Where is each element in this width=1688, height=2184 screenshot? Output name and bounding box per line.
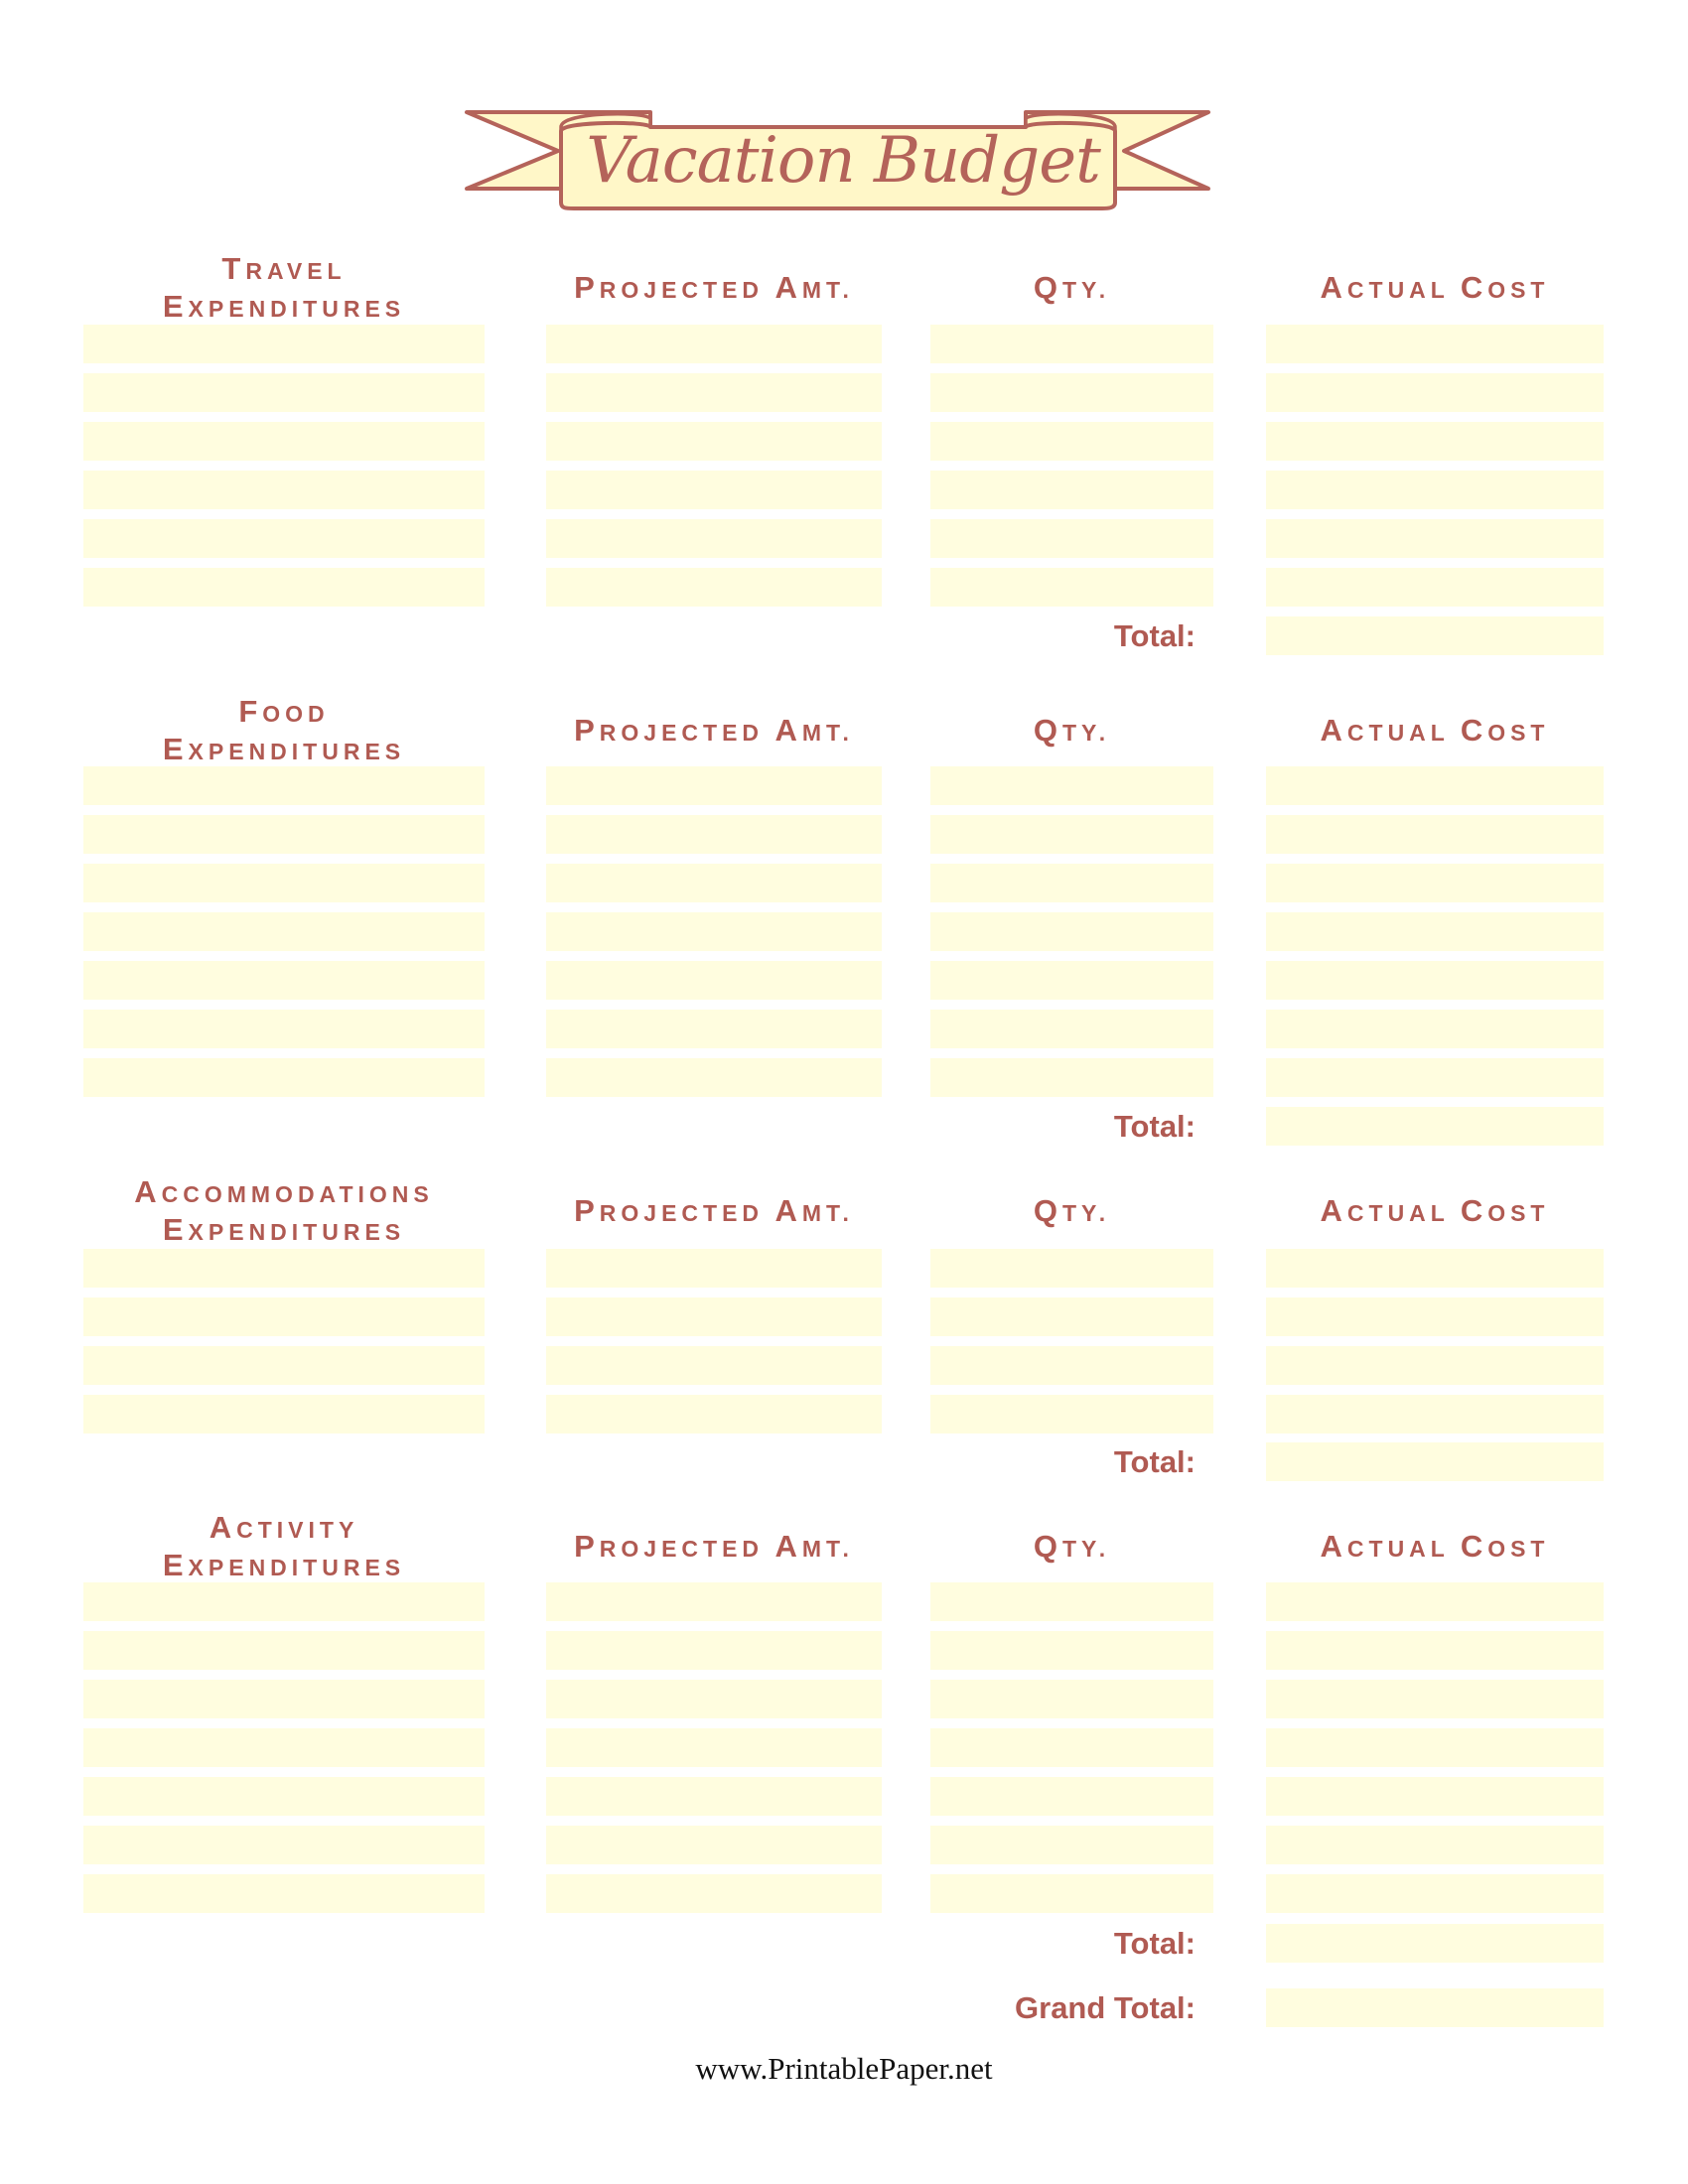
section-label-word-rest: XPENDITURES: [188, 296, 406, 322]
section-label-line1: [83, 693, 485, 731]
section-label-word-rest: XPENDITURES: [188, 1219, 406, 1245]
column-header-word-initial: A: [1320, 270, 1347, 305]
grand-total-field[interactable]: [1266, 1988, 1604, 2027]
accommodations-qty-field[interactable]: [930, 1297, 1213, 1336]
food-actual-field[interactable]: [1266, 912, 1604, 951]
travel-projected-field[interactable]: [546, 471, 882, 509]
column-header-word-rest: TY.: [1061, 720, 1111, 746]
accommodations-total-field[interactable]: [1266, 1442, 1604, 1481]
food-total-label: Total:: [1113, 1109, 1196, 1144]
travel-actual-field[interactable]: [1266, 471, 1604, 509]
travel-qty-field[interactable]: [930, 422, 1213, 461]
activity-actual-field[interactable]: [1266, 1874, 1604, 1913]
column-header-word-initial: Q: [1033, 1193, 1062, 1228]
column-header-word-rest: CTUAL: [1346, 1200, 1461, 1226]
grand-total-label: Grand Total:: [1015, 1990, 1196, 2025]
activity-total-label: Total:: [1113, 1926, 1196, 1961]
section-label-word-rest: OOD: [262, 701, 330, 727]
column-header-word-rest: MT.: [801, 277, 854, 303]
food-actual-field[interactable]: [1266, 815, 1604, 854]
food-qty-field[interactable]: [930, 1010, 1213, 1048]
section-label-word-initial: F: [238, 694, 263, 729]
section-label-line1: [83, 250, 485, 288]
food-actual-field[interactable]: [1266, 1010, 1604, 1048]
food-actual-field[interactable]: [1266, 864, 1604, 902]
travel-qty-field[interactable]: [930, 471, 1213, 509]
column-header-word-rest: CTUAL: [1346, 277, 1461, 303]
activity-projected-field[interactable]: [546, 1777, 882, 1816]
activity-item-field[interactable]: [83, 1777, 485, 1816]
column-header-word-initial: A: [774, 1529, 802, 1564]
section-label-line1: [83, 1173, 485, 1211]
column-header-word-initial: A: [1320, 713, 1347, 748]
accommodations-actual-field[interactable]: [1266, 1249, 1604, 1288]
column-header-word-initial: C: [1460, 713, 1488, 748]
activity-qty-field[interactable]: [930, 1728, 1213, 1767]
section-label-food: [83, 693, 485, 768]
activity-item-field[interactable]: [83, 1874, 485, 1913]
section-label-line2: [83, 288, 485, 326]
section-label-line2: [83, 731, 485, 768]
page-title: Vacation Budget: [586, 124, 1100, 198]
travel-qty-field[interactable]: [930, 568, 1213, 607]
food-qty-field[interactable]: [930, 864, 1213, 902]
section-label-word-rest: XPENDITURES: [188, 739, 406, 764]
travel-qty-field[interactable]: [930, 519, 1213, 558]
food-qty-field[interactable]: [930, 1058, 1213, 1097]
section-label-line1: [83, 1509, 485, 1547]
column-header-word-rest: OST: [1487, 1536, 1550, 1562]
column-header-projected: [546, 1191, 882, 1231]
column-header-word-initial: Q: [1033, 1529, 1062, 1564]
travel-projected-field[interactable]: [546, 325, 882, 363]
section-label-line2: [83, 1211, 485, 1249]
travel-qty-field[interactable]: [930, 373, 1213, 412]
column-header-projected: [546, 268, 882, 308]
activity-item-field[interactable]: [83, 1680, 485, 1718]
activity-item-field[interactable]: [83, 1582, 485, 1621]
column-header-word-initial: A: [1320, 1193, 1347, 1228]
section-label-word-rest: CCOMMODATIONS: [161, 1181, 434, 1207]
activity-projected-field[interactable]: [546, 1680, 882, 1718]
column-header-word-initial: P: [574, 1529, 600, 1564]
column-header-word-initial: Q: [1033, 713, 1062, 748]
column-header-word-rest: CTUAL: [1346, 1536, 1461, 1562]
accommodations-qty-field[interactable]: [930, 1249, 1213, 1288]
activity-item-field[interactable]: [83, 1826, 485, 1864]
column-header-word-initial: A: [774, 713, 802, 748]
section-label-word-rest: XPENDITURES: [188, 1555, 406, 1580]
column-header-word-rest: CTUAL: [1346, 720, 1461, 746]
activity-projected-field[interactable]: [546, 1582, 882, 1621]
column-header-qty: [930, 711, 1213, 751]
food-projected-field[interactable]: [546, 912, 882, 951]
accommodations-projected-field[interactable]: [546, 1395, 882, 1433]
column-header-qty: [930, 1191, 1213, 1231]
column-header-word-rest: ROJECTED: [599, 1536, 775, 1562]
accommodations-total-label: Total:: [1113, 1444, 1196, 1479]
travel-actual-field[interactable]: [1266, 325, 1604, 363]
activity-projected-field[interactable]: [546, 1631, 882, 1670]
activity-actual-field[interactable]: [1266, 1826, 1604, 1864]
column-header-projected: [546, 1527, 882, 1567]
accommodations-item-field[interactable]: [83, 1297, 485, 1336]
column-header-word-initial: C: [1460, 1529, 1488, 1564]
column-header-word-initial: P: [574, 713, 600, 748]
travel-item-field[interactable]: [83, 325, 485, 363]
food-qty-field[interactable]: [930, 912, 1213, 951]
activity-qty-field[interactable]: [930, 1680, 1213, 1718]
column-header-word-initial: A: [774, 1193, 802, 1228]
activity-qty-field[interactable]: [930, 1874, 1213, 1913]
food-item-field[interactable]: [83, 1010, 485, 1048]
food-projected-field[interactable]: [546, 864, 882, 902]
column-header-word-rest: ROJECTED: [599, 720, 775, 746]
accommodations-actual-field[interactable]: [1266, 1297, 1604, 1336]
column-header-word-rest: MT.: [801, 720, 854, 746]
accommodations-item-field[interactable]: [83, 1346, 485, 1385]
column-header-word-rest: TY.: [1061, 1536, 1111, 1562]
food-item-field[interactable]: [83, 864, 485, 902]
food-projected-field[interactable]: [546, 961, 882, 1000]
travel-item-field[interactable]: [83, 519, 485, 558]
accommodations-actual-field[interactable]: [1266, 1346, 1604, 1385]
travel-actual-field[interactable]: [1266, 519, 1604, 558]
travel-item-field[interactable]: [83, 373, 485, 412]
travel-total-label: Total:: [1113, 618, 1196, 653]
activity-actual-field[interactable]: [1266, 1582, 1604, 1621]
food-actual-field[interactable]: [1266, 766, 1604, 805]
column-header-word-initial: P: [574, 1193, 600, 1228]
column-header-qty: [930, 268, 1213, 308]
section-label-word-initial: E: [162, 1548, 189, 1582]
travel-projected-field[interactable]: [546, 519, 882, 558]
travel-actual-field[interactable]: [1266, 373, 1604, 412]
food-qty-field[interactable]: [930, 961, 1213, 1000]
activity-actual-field[interactable]: [1266, 1680, 1604, 1718]
section-label-word-initial: A: [209, 1510, 237, 1545]
section-label-travel: [83, 250, 485, 326]
column-header-word-rest: TY.: [1061, 1200, 1111, 1226]
column-header-projected: [546, 711, 882, 751]
activity-item-field[interactable]: [83, 1631, 485, 1670]
section-label-accommodations: [83, 1173, 485, 1249]
activity-projected-field[interactable]: [546, 1826, 882, 1864]
activity-qty-field[interactable]: [930, 1826, 1213, 1864]
food-projected-field[interactable]: [546, 766, 882, 805]
column-header-actual: [1266, 1191, 1604, 1231]
food-qty-field[interactable]: [930, 766, 1213, 805]
travel-total-field[interactable]: [1266, 616, 1604, 655]
section-label-word-rest: CTIVITY: [236, 1517, 359, 1543]
food-item-field[interactable]: [83, 961, 485, 1000]
travel-projected-field[interactable]: [546, 422, 882, 461]
accommodations-qty-field[interactable]: [930, 1346, 1213, 1385]
column-header-word-rest: TY.: [1061, 277, 1111, 303]
activity-actual-field[interactable]: [1266, 1728, 1604, 1767]
column-header-qty: [930, 1527, 1213, 1567]
food-projected-field[interactable]: [546, 1010, 882, 1048]
column-header-actual: [1266, 268, 1604, 308]
accommodations-actual-field[interactable]: [1266, 1395, 1604, 1433]
travel-projected-field[interactable]: [546, 373, 882, 412]
food-item-field[interactable]: [83, 1058, 485, 1097]
activity-projected-field[interactable]: [546, 1728, 882, 1767]
travel-actual-field[interactable]: [1266, 568, 1604, 607]
column-header-actual: [1266, 711, 1604, 751]
title-banner: [457, 103, 1211, 214]
food-qty-field[interactable]: [930, 815, 1213, 854]
travel-item-field[interactable]: [83, 568, 485, 607]
column-header-word-initial: P: [574, 270, 600, 305]
column-header-word-rest: MT.: [801, 1200, 854, 1226]
column-header-word-rest: OST: [1487, 720, 1550, 746]
accommodations-projected-field[interactable]: [546, 1346, 882, 1385]
column-header-word-initial: Q: [1033, 270, 1062, 305]
column-header-actual: [1266, 1527, 1604, 1567]
travel-item-field[interactable]: [83, 471, 485, 509]
column-header-word-rest: OST: [1487, 1200, 1550, 1226]
activity-actual-field[interactable]: [1266, 1631, 1604, 1670]
food-projected-field[interactable]: [546, 1058, 882, 1097]
food-item-field[interactable]: [83, 766, 485, 805]
activity-qty-field[interactable]: [930, 1582, 1213, 1621]
accommodations-projected-field[interactable]: [546, 1249, 882, 1288]
food-item-field[interactable]: [83, 912, 485, 951]
column-header-word-initial: A: [774, 270, 802, 305]
section-label-word-initial: E: [162, 1212, 189, 1247]
accommodations-item-field[interactable]: [83, 1395, 485, 1433]
activity-qty-field[interactable]: [930, 1777, 1213, 1816]
column-header-word-rest: ROJECTED: [599, 1200, 775, 1226]
travel-item-field[interactable]: [83, 422, 485, 461]
column-header-word-rest: OST: [1487, 277, 1550, 303]
column-header-word-initial: A: [1320, 1529, 1347, 1564]
activity-qty-field[interactable]: [930, 1631, 1213, 1670]
accommodations-projected-field[interactable]: [546, 1297, 882, 1336]
activity-item-field[interactable]: [83, 1728, 485, 1767]
food-projected-field[interactable]: [546, 815, 882, 854]
section-label-word-initial: E: [162, 289, 189, 324]
activity-projected-field[interactable]: [546, 1874, 882, 1913]
section-label-activity: [83, 1509, 485, 1584]
column-header-word-initial: C: [1460, 1193, 1488, 1228]
travel-actual-field[interactable]: [1266, 422, 1604, 461]
activity-total-field[interactable]: [1266, 1924, 1604, 1963]
activity-actual-field[interactable]: [1266, 1777, 1604, 1816]
travel-projected-field[interactable]: [546, 568, 882, 607]
section-label-word-rest: RAVEL: [245, 258, 347, 284]
food-actual-field[interactable]: [1266, 1058, 1604, 1097]
section-label-line2: [83, 1547, 485, 1584]
food-actual-field[interactable]: [1266, 961, 1604, 1000]
accommodations-qty-field[interactable]: [930, 1395, 1213, 1433]
food-total-field[interactable]: [1266, 1107, 1604, 1146]
accommodations-item-field[interactable]: [83, 1249, 485, 1288]
travel-qty-field[interactable]: [930, 325, 1213, 363]
footer-url: www.PrintablePaper.net: [695, 2051, 993, 2086]
column-header-word-rest: MT.: [801, 1536, 854, 1562]
section-label-word-initial: E: [162, 732, 189, 766]
section-label-word-initial: T: [221, 251, 246, 286]
column-header-word-initial: C: [1460, 270, 1488, 305]
food-item-field[interactable]: [83, 815, 485, 854]
section-label-word-initial: A: [134, 1174, 162, 1209]
column-header-word-rest: ROJECTED: [599, 277, 775, 303]
